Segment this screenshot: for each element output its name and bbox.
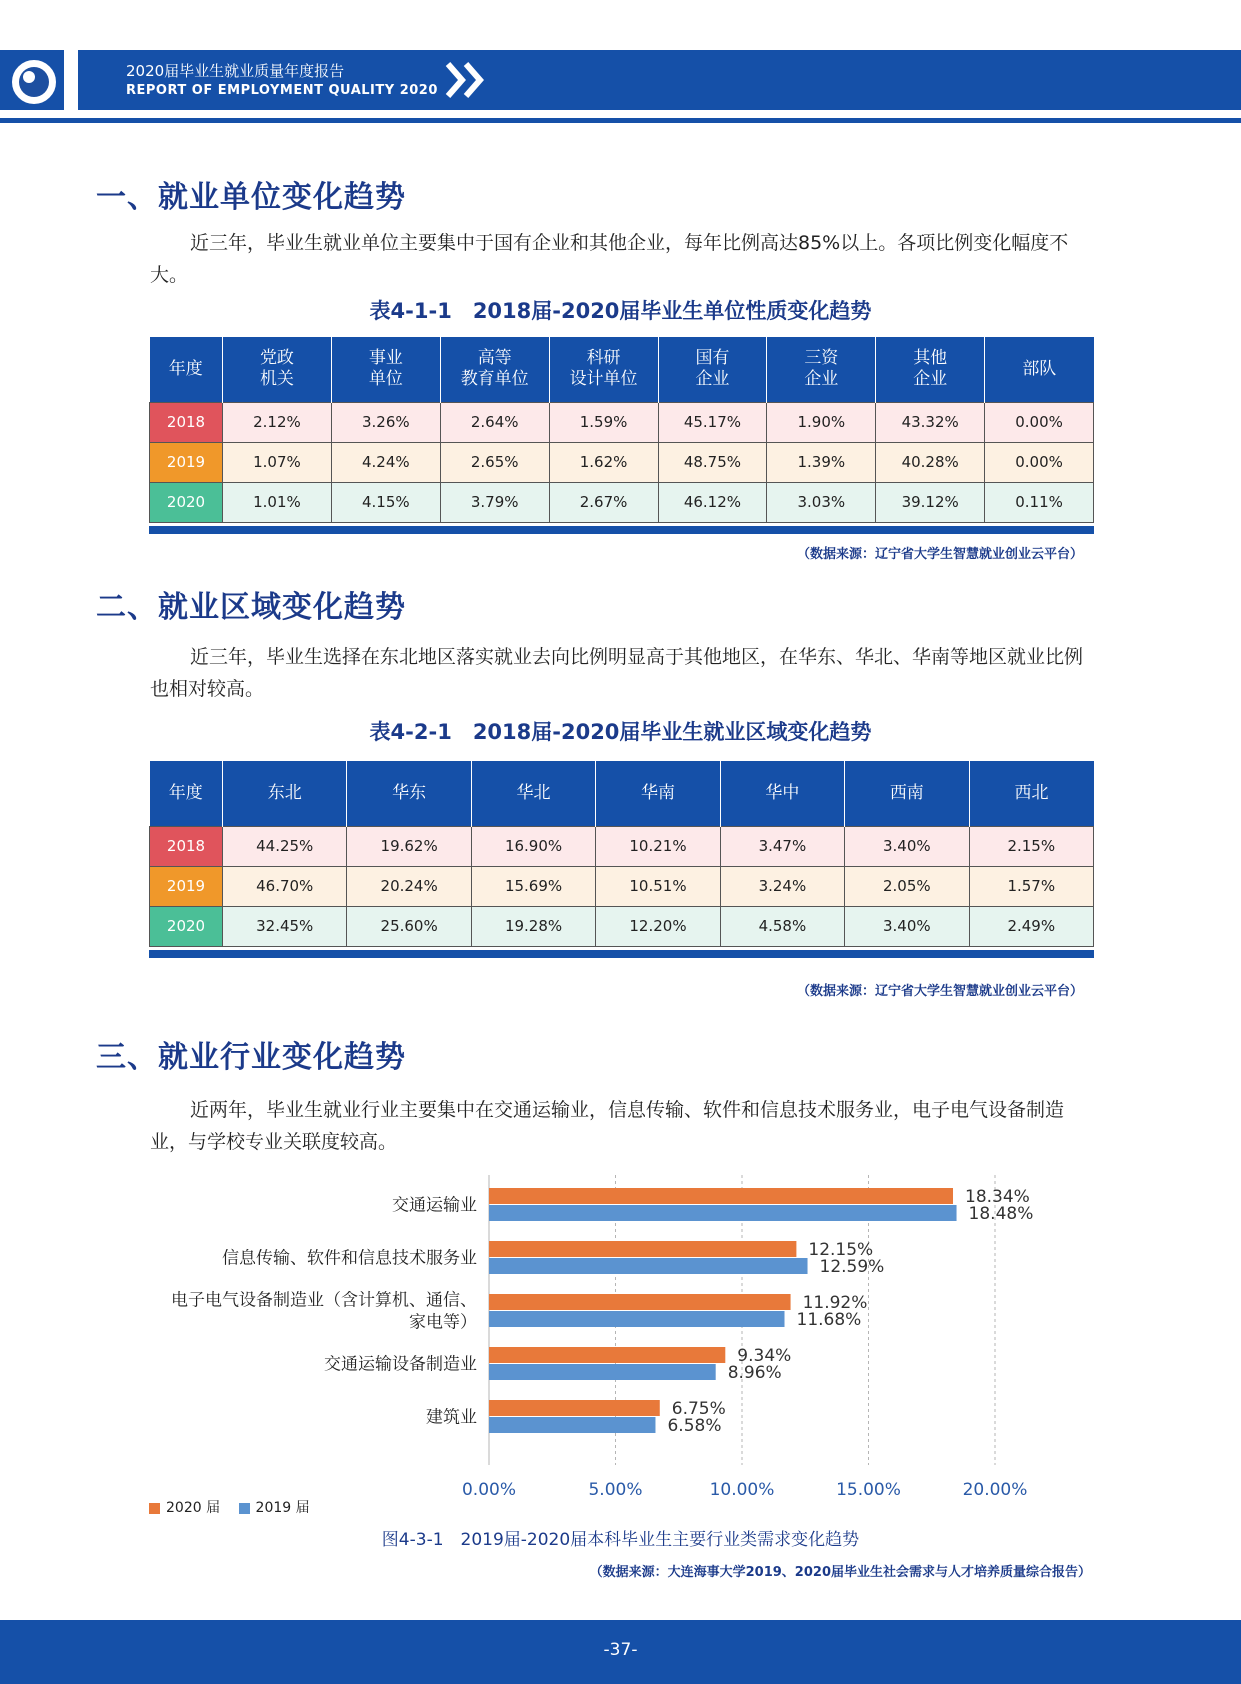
x-tick-label: 5.00% [588,1480,643,1495]
column-header: 西南 [845,761,969,826]
year-cell: 2020 [150,906,223,946]
legend-label-2019: 2019 届 [255,1500,310,1516]
x-tick-label: 20.00% [962,1480,1028,1495]
value-cell: 4.58% [720,906,844,946]
value-cell: 1.01% [223,482,332,522]
data-label: 18.48% [968,1204,1034,1224]
value-cell: 2.15% [969,826,1093,866]
value-cell: 1.62% [549,442,658,482]
table-2-source: （数据来源：辽宁省大学生智慧就业创业云平台） [796,984,1083,999]
bar-2020 [489,1241,796,1257]
value-cell: 2.49% [969,906,1093,946]
column-header: 部队 [985,337,1094,402]
x-tick-label: 15.00% [836,1480,901,1495]
header-bar [78,50,1241,110]
column-header: 东北 [223,761,347,826]
column-header: 华中 [720,761,844,826]
category-label: 建筑业 [426,1407,477,1428]
table-row [150,866,1094,906]
column-header: 科研 设计单位 [549,337,658,402]
emblem-icon [12,60,56,104]
value-cell: 4.24% [331,442,440,482]
table-row [150,402,1094,442]
column-header: 三资 企业 [767,337,876,402]
year-cell: 2018 [150,826,223,866]
table-row [150,482,1094,522]
school-logo [0,50,64,110]
column-header: 年度 [150,761,223,826]
legend-item-2020 [149,1500,220,1516]
value-cell: 1.39% [767,442,876,482]
data-label: 12.15% [808,1240,874,1260]
value-cell: 2.12% [223,402,332,442]
value-cell: 2.05% [845,866,969,906]
value-cell: 2.64% [440,402,549,442]
region-table [149,761,1094,947]
table-1-source: （数据来源：辽宁省大学生智慧就业创业云平台） [796,547,1083,562]
section-2-heading: 二、就业区域变化趋势 [96,590,406,625]
data-label: 18.34% [965,1187,1030,1207]
table-row [150,826,1094,866]
value-cell: 3.40% [845,826,969,866]
value-cell: 3.03% [767,482,876,522]
value-cell: 2.67% [549,482,658,522]
header-divider [0,118,1241,123]
data-label: 9.34% [737,1346,792,1366]
industry-bar-chart [0,1170,1241,1495]
double-chevron-right-icon [444,60,488,100]
bar-2020 [489,1347,725,1363]
figure-caption: 图4-3-1 2019届-2020届本科毕业生主要行业类需求变化趋势 [381,1530,860,1550]
data-label: 6.75% [671,1399,726,1419]
column-header: 年度 [150,337,223,402]
column-header: 事业 单位 [331,337,440,402]
value-cell: 40.28% [876,442,985,482]
column-header: 西北 [969,761,1093,826]
column-header: 国有 企业 [658,337,767,402]
section-1-text: 近三年，毕业生就业单位主要集中于国有企业和其他企业，每年比例高达85%以上。各项比例变化幅度不大。 [150,232,1069,286]
bar-2020 [489,1400,660,1416]
column-header: 华东 [347,761,471,826]
value-cell: 3.24% [720,866,844,906]
value-cell: 43.32% [876,402,985,442]
value-cell: 0.00% [985,442,1094,482]
value-cell: 10.21% [596,826,720,866]
page-number: -37- [603,1640,638,1660]
unit-nature-table [149,337,1094,523]
chart-legend [149,1497,324,1517]
footer-bar [0,1620,1241,1684]
value-cell: 15.69% [471,866,595,906]
value-cell: 0.11% [985,482,1094,522]
value-cell: 12.20% [596,906,720,946]
value-cell: 3.40% [845,906,969,946]
value-cell: 0.00% [985,402,1094,442]
column-header: 华南 [596,761,720,826]
value-cell: 46.70% [223,866,347,906]
year-cell: 2018 [150,402,223,442]
column-header: 其他 企业 [876,337,985,402]
section-2-text: 近三年，毕业生选择在东北地区落实就业去向比例明显高于其他地区，在华东、华北、华南等地区就业比例也相对较高。 [150,646,1084,700]
column-header: 党政 机关 [223,337,332,402]
value-cell: 3.79% [440,482,549,522]
bar-2019 [489,1205,957,1221]
data-label: 8.96% [727,1363,782,1383]
value-cell: 1.57% [969,866,1093,906]
table-2-caption: 表4-2-1 2018届-2020届毕业生就业区域变化趋势 [369,720,872,744]
bar-2020 [489,1294,791,1310]
table-row [150,442,1094,482]
value-cell: 4.15% [331,482,440,522]
bar-2019 [489,1311,785,1327]
value-cell: 3.26% [331,402,440,442]
value-cell: 2.65% [440,442,549,482]
data-label: 12.59% [819,1257,885,1277]
category-label: 交通运输业 [392,1195,477,1216]
value-cell: 20.24% [347,866,471,906]
bar-2019 [489,1417,655,1433]
value-cell: 48.75% [658,442,767,482]
section-3-heading: 三、就业行业变化趋势 [96,1040,406,1075]
value-cell: 39.12% [876,482,985,522]
legend-label-2020: 2020 届 [166,1500,221,1516]
report-title-cn: 2020届毕业生就业质量年度报告 [126,62,345,80]
category-label: 家电等） [409,1312,477,1333]
x-tick-label: 0.00% [461,1480,517,1495]
x-tick-label: 10.00% [709,1480,775,1495]
year-cell: 2019 [150,442,223,482]
bar-2019 [489,1364,716,1380]
data-label: 11.68% [796,1310,862,1330]
value-cell: 1.90% [767,402,876,442]
value-cell: 19.62% [347,826,471,866]
value-cell: 16.90% [471,826,595,866]
value-cell: 1.59% [549,402,658,442]
year-cell: 2019 [150,866,223,906]
legend-item-2019 [239,1500,310,1516]
value-cell: 44.25% [223,826,347,866]
category-label: 信息传输、软件和信息技术服务业 [222,1248,477,1269]
year-cell: 2020 [150,482,223,522]
data-label: 6.58% [667,1416,722,1436]
column-header: 华北 [471,761,595,826]
section-3-text: 近两年，毕业生就业行业主要集中在交通运输业，信息传输、软件和信息技术服务业，电子电气设备制造业，与学校专业关联度较高。 [150,1099,1065,1153]
figure-source: （数据来源：大连海事大学2019、2020届毕业生社会需求与人才培养质量综合报告） [589,1565,1091,1580]
value-cell: 19.28% [471,906,595,946]
value-cell: 45.17% [658,402,767,442]
value-cell: 46.12% [658,482,767,522]
category-label: 交通运输设备制造业 [324,1354,477,1375]
value-cell: 3.47% [720,826,844,866]
table-2-bottom-bar [149,950,1094,958]
table-1-caption: 表4-1-1 2018届-2020届毕业生单位性质变化趋势 [369,299,872,323]
column-header: 高等 教育单位 [440,337,549,402]
value-cell: 25.60% [347,906,471,946]
table-1-bottom-bar [149,526,1094,534]
category-label: 电子电气设备制造业（含计算机、通信、 [171,1290,477,1311]
report-title-en: REPORT OF EMPLOYMENT QUALITY 2020 [126,83,438,98]
value-cell: 32.45% [223,906,347,946]
value-cell: 10.51% [596,866,720,906]
data-label: 11.92% [802,1293,868,1313]
value-cell: 1.07% [223,442,332,482]
section-1-heading: 一、就业单位变化趋势 [96,180,406,215]
table-row [150,906,1094,946]
bar-2020 [489,1188,953,1204]
bar-2019 [489,1258,808,1274]
